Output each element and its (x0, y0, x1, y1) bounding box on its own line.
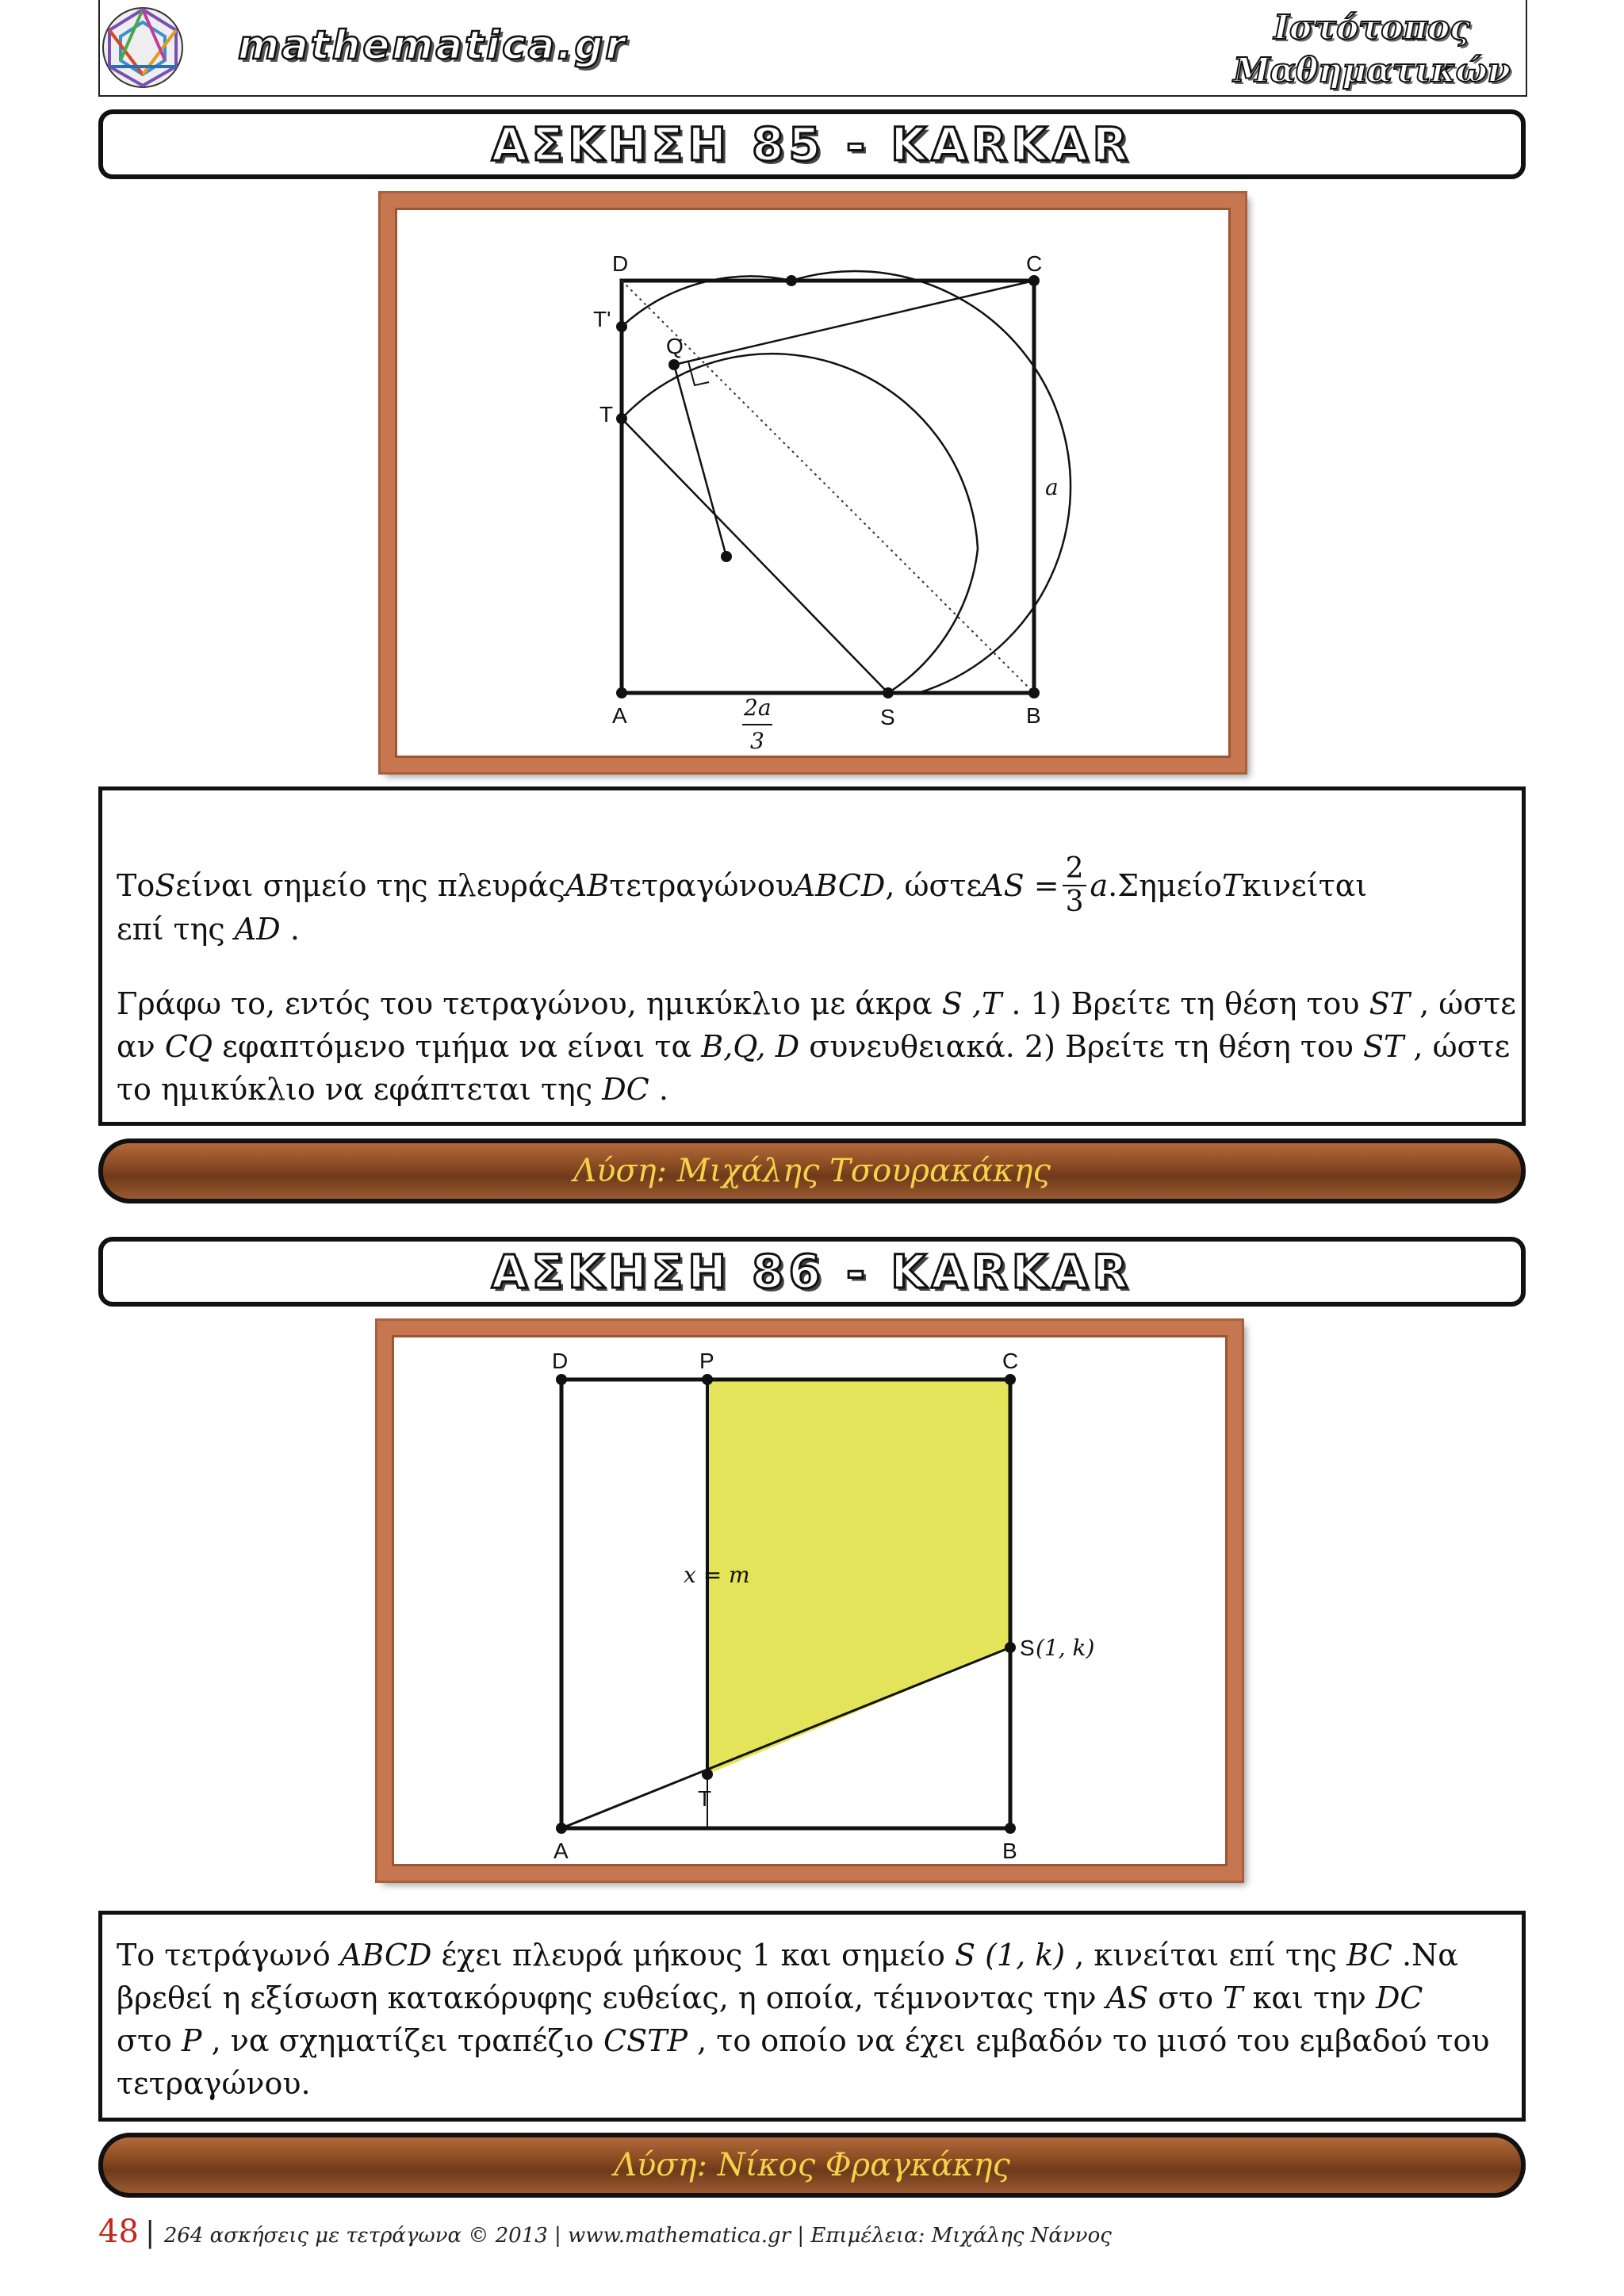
site-subtitle-line1: Ιστότοπος (1274, 8, 1470, 47)
exercise-86-solution-text[interactable]: Λύση: Νίκος Φραγκάκης (614, 2147, 1010, 2183)
math-a: a (1090, 868, 1109, 903)
text-run: . (658, 1072, 668, 1107)
math-dc: DC (602, 1072, 649, 1107)
point-t (616, 413, 627, 424)
mathematica-logo-icon (100, 5, 186, 90)
exercise-85-statement (98, 786, 1526, 1126)
text-run: , ώστε (1419, 986, 1516, 1021)
text-run: και την (1252, 1980, 1376, 2015)
point-b (1005, 1823, 1016, 1834)
radius-q (674, 365, 726, 557)
point-tangency (786, 275, 797, 286)
tangent-cq (674, 281, 1034, 365)
math-bqd: B,Q, D (701, 1029, 800, 1064)
text-run: έχει πλευρά μήκους 1 και σημείο (441, 1938, 955, 1973)
text-run: αν (117, 1029, 165, 1064)
text-run: βρεθεί η εξίσωση κατακόρυφης ευθείας, η οποία, τέμνοντας την (117, 1980, 1106, 2015)
exercise-85-title: ΑΣΚΗΣΗ 85 - KARKAR (491, 117, 1133, 171)
site-subtitle (1221, 6, 1522, 92)
text-run: , να σχηματίζει τραπέζιο (211, 2023, 604, 2058)
text-run: , ώστε (885, 868, 982, 903)
exercise-85-solution-text[interactable]: Λύση: Μιχάλης Τσουρακάκης (573, 1153, 1051, 1189)
math-cstp: CSTP (603, 2023, 688, 2058)
point-c (1005, 1374, 1016, 1385)
exercise-85-solution-link[interactable] (98, 1138, 1526, 1203)
math-abcd: ABCD (339, 1938, 432, 1973)
math-as: AS = (982, 868, 1059, 903)
segment-ts (622, 419, 888, 693)
page-number: 48 (98, 2214, 139, 2250)
math-st: ST (1362, 1029, 1404, 1064)
math-ad: AD (234, 912, 281, 947)
label-p: P (699, 1349, 714, 1373)
text-run: είναι σημείο της πλευράς (175, 868, 565, 903)
label-q: Q (666, 334, 684, 358)
exercise-86-title-bar (98, 1237, 1526, 1307)
label-frac-den: 3 (750, 728, 764, 754)
math-st: S ,T (941, 986, 1002, 1021)
exercise-85-title-bar (98, 109, 1526, 179)
text-run: .Σημείο (1108, 868, 1222, 903)
math-st: ST (1369, 986, 1410, 1021)
math-abcd: ABCD (793, 868, 886, 903)
exercise-86-statement (98, 1911, 1526, 2122)
point-p (702, 1374, 713, 1385)
frac-numerator: 2 (1063, 853, 1087, 886)
text-run: στο (117, 2023, 182, 2058)
math-ab: AB (565, 868, 610, 903)
math-s-coord: S (1, k) (954, 1938, 1066, 1973)
text-run: Το (117, 868, 155, 903)
point-s (883, 687, 894, 698)
label-x-m: x = m (684, 1562, 750, 1588)
label-a: A (612, 703, 627, 728)
point-a (616, 687, 627, 698)
label-a: A (553, 1839, 569, 1863)
text-run: συνευθειακά. 2) Βρείτε τη θέση του (809, 1029, 1363, 1064)
exercise-85-figure (381, 193, 1245, 772)
label-c: C (1002, 1349, 1019, 1373)
footer-text: 264 ασκήσεις με τετράγωνα © 2013 | www.mathematica.gr | Επιμέλεια: Μιχάλης Νάννος (163, 2224, 1112, 2248)
point-d (556, 1374, 567, 1385)
label-frac-num: 2a (744, 695, 772, 721)
label-t-prime: T' (593, 307, 611, 331)
text-run: . (289, 912, 300, 947)
label-side-a: a (1045, 474, 1059, 500)
label-t: T (599, 402, 614, 427)
text-run: κινείται (1242, 868, 1368, 903)
page-footer (98, 2214, 1112, 2250)
frac-denominator: 3 (1065, 886, 1084, 918)
site-subtitle-line2: Μαθηματικών (1233, 51, 1511, 90)
point-center (721, 551, 732, 562)
exercise-86-figure (377, 1321, 1242, 1881)
label-d: D (552, 1349, 569, 1373)
text-run: . 1) Βρείτε τη θέση του (1011, 986, 1369, 1021)
label-b: B (1002, 1839, 1017, 1863)
text-run: τετραγώνου (609, 868, 794, 903)
label-s-coord: (1, k) (1036, 1635, 1095, 1661)
math-as: AS (1105, 1980, 1149, 2015)
text-run: επί της (117, 912, 235, 947)
site-name: mathematica.gr (238, 22, 627, 68)
math-cq: CQ (164, 1029, 213, 1064)
text-run: εφαπτόμενο τμήμα να είναι τα (222, 1029, 702, 1064)
text-run: τετραγώνου. (117, 2066, 311, 2101)
point-t (702, 1769, 713, 1780)
footer-divider: | (145, 2217, 164, 2249)
semicircle-tangent-dc (622, 271, 1071, 693)
point-b (1028, 687, 1040, 698)
point-t-prime (616, 321, 627, 332)
exercise-86-solution-link[interactable] (98, 2133, 1526, 2198)
point-c (1028, 275, 1040, 286)
point-s (1005, 1642, 1016, 1653)
point-a (556, 1823, 567, 1834)
math-t: T (1222, 868, 1243, 903)
text-run: , το οποίο να έχει εμβαδόν το μισό του εμβαδού του (697, 2023, 1490, 2058)
math-s: S (155, 868, 176, 903)
label-c: C (1026, 251, 1043, 276)
text-run: Γράφω το, εντός του τετραγώνου, ημικύκλιο με άκρα (117, 986, 942, 1021)
text-run: το ημικύκλιο να εφάπτεται της (117, 1072, 603, 1107)
label-b: B (1026, 703, 1041, 728)
label-d: D (612, 251, 629, 276)
text-run: , ώστε (1413, 1029, 1511, 1064)
fraction-2-3 (1063, 853, 1087, 918)
label-t: T (698, 1786, 712, 1811)
label-s: S (1020, 1636, 1035, 1660)
exercise-86-title: ΑΣΚΗΣΗ 86 - KARKAR (491, 1245, 1133, 1299)
semicircle-ts (622, 354, 978, 693)
text-run: στο (1158, 1980, 1224, 2015)
label-s: S (880, 705, 895, 729)
trapezoid-cstp (707, 1380, 1010, 1774)
math-t: T (1223, 1980, 1243, 2015)
text-run: .Να (1401, 1938, 1458, 1973)
math-dc: DC (1375, 1980, 1423, 2015)
math-bc: BC (1346, 1938, 1392, 1973)
math-p: P (181, 2023, 202, 2058)
text-run: Το τετράγωνό (117, 1938, 340, 1973)
point-q (668, 359, 680, 370)
text-run: , κινείται επί της (1074, 1938, 1347, 1973)
